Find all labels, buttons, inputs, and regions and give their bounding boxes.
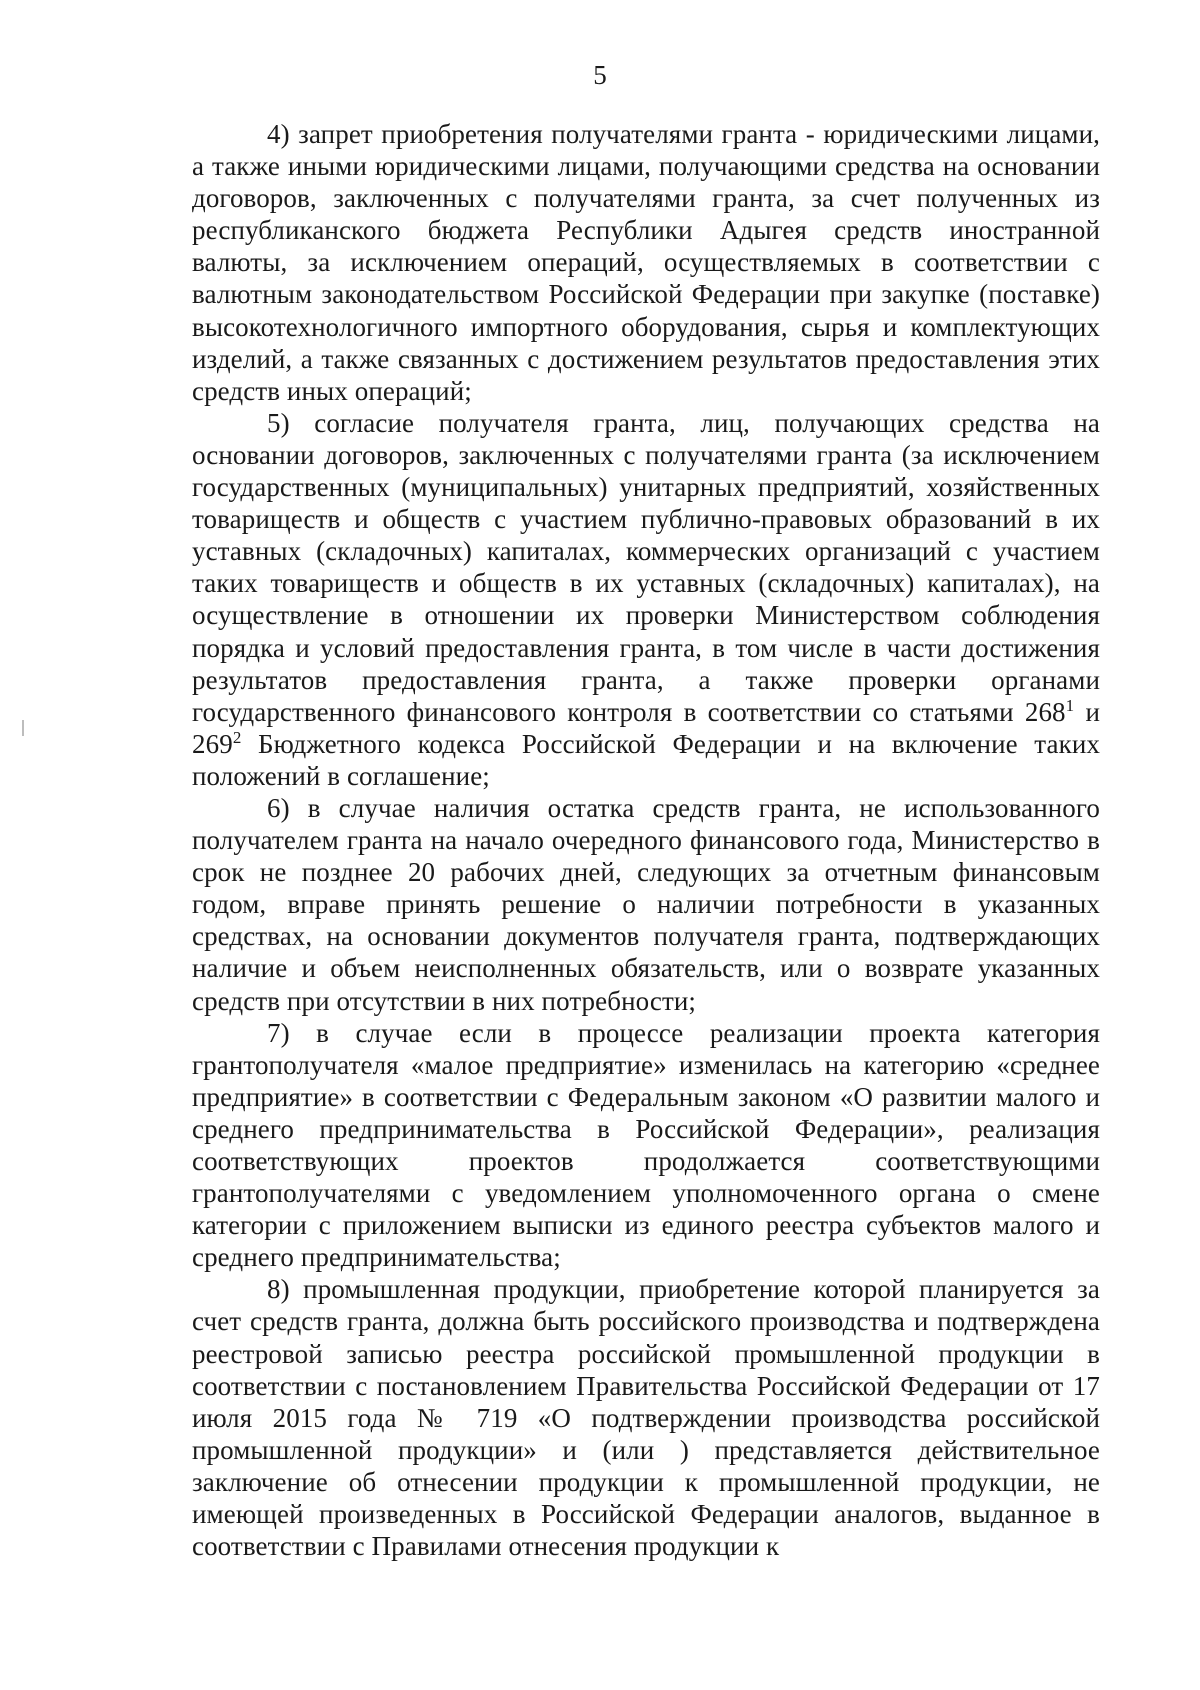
paragraph-item-4: 4) запрет приобретения получателями гранта - юридическими лицами, а также иными юридическими лицами, получающими средства на основании договоров, заключенных с получателями гранта, за счет полученных из республиканского бюджета Республики Адыгея средств иностранной валюты, за исключением операций, осуществляемых в соответствии с валютным законодательством Российской Федерации при закупке (поставке) высокотехнологичного импортного оборудования, сырья и комплектующих изделий, а также связанных с достижением результатов предоставления этих средств иных операций; [192,119,1100,406]
paragraph-5-text-part3: Бюджетного кодекса Российской Федерации и на включение таких положений в соглашение; [192,728,1100,791]
paragraph-5-text-part2: и 269 [192,696,1100,759]
paragraph-item-5 [192,407,1100,792]
document-body [192,118,1100,1562]
scan-artifact [22,720,24,736]
page-number: 5 [593,60,607,90]
paragraph-item-8: 8) промышленная продукции, приобретение которой планируется за счет средств гранта, должна быть российского производства и подтверждена реестровой записью реестра российской промышленной продукции в соответствии с постановлением Правительства Российской Федерации от 17 июля 2015 года № 719 «О подтверждении производства российской промышленной продукции» и (или ) представляется действительное заключение об отнесении продукции к промышленной продукции, не имеющей произведенных в Российской Федерации аналогов, выданное в соответствии с Правилами отнесения продукции к [192,1274,1100,1562]
paragraph-5-text-part1: 5) согласие получателя гранта, лиц, получающих средства на основании договоров, заключенных с получателями гранта (за исключением государственных (муниципальных) унитарных предприятий, хозяйственных товариществ и обществ с участием публично-правовых образований в их уставных (складочных) капиталах, коммерческих организаций с участием таких товариществ и обществ в их уставных (складочных) капиталах), на осуществление в отношении их проверки Министерством соблюдения порядка и условий предоставления гранта, в том числе в части достижения результатов предоставления гранта, а также проверки органами государственного финансового контроля в соответствии со статьями 268 [192,407,1100,727]
paragraph-item-6: 6) в случае наличия остатка средств гранта, не использованного получателем гранта на начало очередного финансового года, Министерство в срок не позднее 20 рабочих дней, следующих за отчетным финансовым годом, вправе принять решение о наличии потребности в указанных средствах, на основании документов получателя гранта, подтверждающих наличие и объем неисполненных обязательств, или о возврате указанных средств при отсутствии в них потребности; [192,792,1100,1016]
superscript-2: 2 [232,727,242,747]
paragraph-item-7: 7) в случае если в процессе реализации проекта категория грантополучателя «малое предприятие» изменилась на категорию «среднее предприятие» в соответствии с Федеральным законом «О развитии малого и среднего предпринимательства в Российской Федерации», реализация соответствующих проектов продолжается соответствующими грантополучателями с уведомлением уполномоченного органа о смене категории с приложением выписки из единого реестра субъектов малого и среднего предпринимательства; [192,1017,1100,1273]
superscript-1: 1 [1065,695,1075,715]
